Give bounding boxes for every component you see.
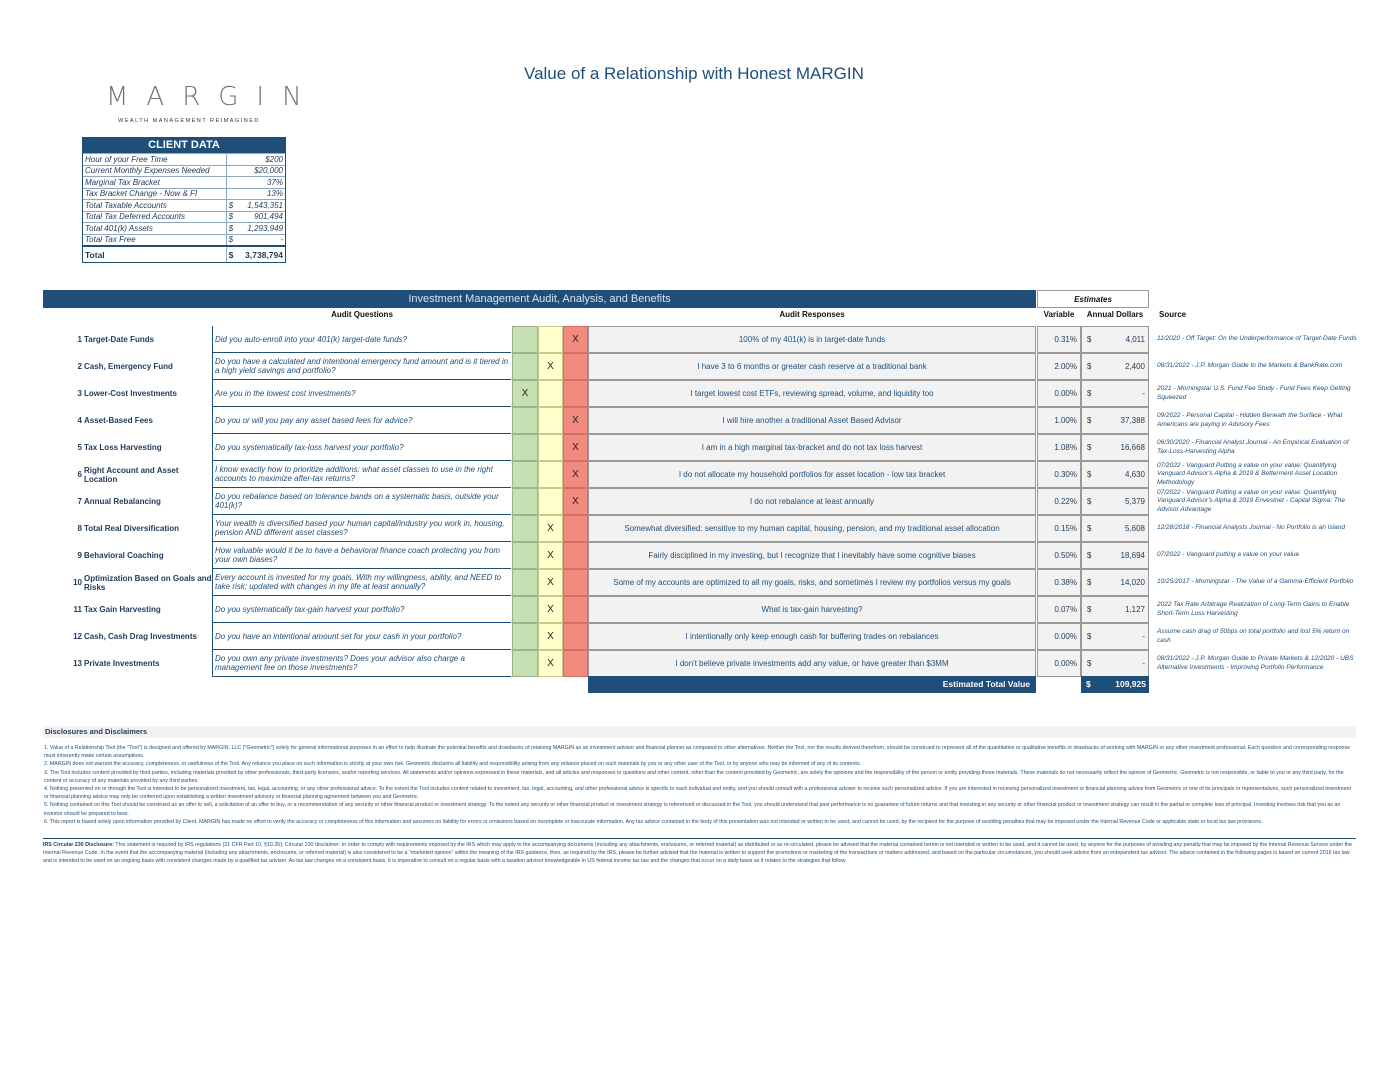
response-fair-cell: X <box>538 515 563 542</box>
dollar-sign: $ <box>1087 578 1092 587</box>
audit-row <box>60 650 1360 677</box>
annual-dollars <box>1081 515 1149 542</box>
response-good-cell <box>512 623 538 650</box>
response-good-cell <box>512 569 538 596</box>
audit-response: I do not rebalance at least annually <box>588 488 1036 515</box>
source-citation: 07/2022 - Vanguard Putting a value on your value: Quantifying Vanguard Advisor's Alpha & 2019 Envestnet - Capital Sigma: The Advisor Advantage <box>1157 488 1346 513</box>
client-row-value: 901,494 <box>239 211 285 223</box>
audit-response: I don't believe private investments add any value, or have greater than $3MM <box>588 650 1036 677</box>
response-poor-cell <box>563 353 588 380</box>
client-row-value: - <box>239 234 285 246</box>
response-good-cell <box>512 407 538 434</box>
variable-pct: 1.08% <box>1037 434 1081 461</box>
audit-response: I intentionally only keep enough cash for buffering trades on rebalances <box>588 623 1036 650</box>
row-category: Lower-Cost Investments <box>84 389 177 398</box>
disclosure-item: 4. Nothing presented on or through the Tool is intended to be personalized investment, tax, legal, accounting, or any other professional advice. To the extent the Tool includes content related to investment, tax, legal, accounting, and other professional advice is specific to each individual and entity, and you should consult with a professional adviser to receive such personalized advice. If you are interested in receiving personalized investment or financial planning advice from Geometric or one of its principals or representatives, such personalized investment or financial planning advice may only be conferred upon establishing a written investment advisory or financial planning agreement between you and Geometric. <box>44 786 1351 801</box>
client-row-value: 1,543,351 <box>239 200 285 212</box>
client-total-row <box>83 246 285 262</box>
audit-responses-header: Audit Responses <box>779 310 845 319</box>
client-row-label: Hour of your Free Time <box>83 154 226 166</box>
audit-response: What is tax-gain harvesting? <box>588 596 1036 623</box>
row-number: 6 <box>77 470 82 479</box>
dollar-sign: $ <box>1087 605 1092 614</box>
dollar-sign: $ <box>1087 443 1092 452</box>
source-citation: 09/2022 - Personal Capital - Hidden Beneath the Surface - What Americans are paying in Advisory Fees <box>1157 412 1343 428</box>
variable-pct: 0.15% <box>1037 515 1081 542</box>
row-category: Right Account and Asset Location <box>84 465 179 484</box>
client-row-currency <box>226 188 239 200</box>
audit-row <box>60 515 1360 542</box>
audit-question: Do you have a calculated and intentional emergency fund amount and is it tiered in a high yield savings and portfolio? <box>212 353 511 380</box>
audit-response: Some of my accounts are optimized to all my goals, risks, and sometimes I review my portfolios versus my goals <box>588 569 1036 596</box>
audit-question: Do you rebalance based on tolerance bands on a systematic basis, outside your 401(k)? <box>212 488 511 515</box>
annual-dollars <box>1081 380 1149 407</box>
audit-row <box>60 407 1360 434</box>
source-citation: 07/2022 - Vanguard putting a value on your value <box>1157 551 1300 559</box>
audit-response: I target lowest cost ETFs, reviewing spread, volume, and liquidity too <box>588 380 1036 407</box>
variable-pct: 0.07% <box>1037 596 1081 623</box>
dollar-amount: - <box>1142 632 1145 641</box>
irs-label: IRS Circular 230 Disclosure: <box>43 842 114 848</box>
disclosure-item: 3. The Tool includes content provided by third parties, including materials provided by other professionals, third-party licensors, and/or reporting services. All statements and/or opinions expressed in these materials, and all articles and responses to questions and other content, other than the content provided by Geometric, are solely the opinions and the responsibility of the person or entity providing those materials. These materials do not necessarily reflect the opinion of Geometric. Geometric is not responsible, or liable to you or any third party, for the content or accuracy of any materials provided by any third parties. <box>44 769 1344 784</box>
dollar-amount: 37,388 <box>1120 416 1145 425</box>
annual-dollars <box>1081 542 1149 569</box>
audit-response: Fairly disciplined in my investing, but I recognize that I inevitably have some cognitive biases <box>588 542 1036 569</box>
audit-banner: Investment Management Audit, Analysis, and Benefits <box>43 290 1036 308</box>
response-fair-cell <box>538 488 563 515</box>
row-number: 7 <box>77 497 82 506</box>
dollar-sign: $ <box>1087 497 1092 506</box>
row-number: 8 <box>77 524 82 533</box>
response-good-cell: X <box>512 380 538 407</box>
annual-dollars <box>1081 326 1149 353</box>
variable-pct: 0.31% <box>1037 326 1081 353</box>
response-good-cell <box>512 326 538 353</box>
dollar-amount: 5,608 <box>1124 524 1145 533</box>
annual-dollars <box>1081 623 1149 650</box>
audit-question: Every account is invested for my goals. With my willingness, ability, and NEED to take risk; updated with changes in my life at least annually? <box>212 569 511 596</box>
dollar-amount: 4,011 <box>1125 335 1145 344</box>
disclosure-item: 5. Nothing contained on this Tool should be construed as an offer to sell, a solicitation of an offer to buy, or a recommendation of any security or other financial product or investment strategy. To the extent any security or other financial product or investment strategy is referenced or discussed in the Tool, you should understand that past performance is no guarantee of future returns and that investing in any security or other financial product or investment strategy can result in the partial or complete loss of principal. Investing involves risk that you as an investor should be prepared to bear. <box>44 802 1341 817</box>
response-poor-cell <box>563 515 588 542</box>
audit-response: I am in a high marginal tax-bracket and do not tax loss harvest <box>588 434 1036 461</box>
audit-row <box>60 488 1360 515</box>
estimated-total-value <box>1081 676 1149 693</box>
disclosure-item: 1. Value of a Relationship Tool (the "Tool") is designed and offered by MARGIN, LLC ("Geometric") solely for general informational purposes in an effort to help illustrate the potential benefits and drawbacks of retaining MARGIN as an investment adviser and financial planner as compared to other alternatives. Neither the Tool, nor the results derived therefrom, should be construed to represent all of the quantitative or qualitative benefits or drawbacks of working with MARGIN or any other investment professional. Each question and corresponding response must inherently make certain assumptions. <box>44 745 1351 760</box>
client-row-value: 13% <box>239 188 285 200</box>
client-row-value: 37% <box>239 177 285 189</box>
audit-row <box>60 569 1360 596</box>
annual-dollars-header: Annual Dollars <box>1086 310 1144 319</box>
row-category: Target-Date Funds <box>84 335 155 344</box>
dollar-amount: 1,127 <box>1124 605 1145 614</box>
response-poor-cell: X <box>563 326 588 353</box>
audit-row <box>60 326 1360 353</box>
audit-question: How valuable would it be to have a behavioral finance coach protecting you from your own biases? <box>212 542 511 569</box>
audit-row <box>60 380 1360 407</box>
source-citation: Assume cash drag of 50bps on total portfolio and lost 5% return on cash <box>1157 628 1350 644</box>
dollar-sign: $ <box>1087 659 1092 668</box>
audit-question: Did you auto-enroll into your 401(k) target-date funds? <box>212 326 511 353</box>
audit-row <box>60 461 1360 488</box>
response-fair-cell: X <box>538 596 563 623</box>
annual-dollars <box>1081 407 1149 434</box>
client-data-row <box>83 234 285 246</box>
annual-dollars <box>1081 353 1149 380</box>
dollar-amount: 14,020 <box>1120 578 1145 587</box>
audit-row <box>60 542 1360 569</box>
client-row-currency: $ <box>226 200 239 212</box>
client-row-value: $200 <box>239 154 285 166</box>
row-number: 2 <box>77 362 82 371</box>
client-data-row <box>83 154 285 166</box>
variable-pct: 0.00% <box>1037 380 1081 407</box>
audit-response: I have 3 to 6 months or greater cash reserve at a traditional bank <box>588 353 1036 380</box>
row-category: Total Real Diversification <box>84 524 179 533</box>
audit-row <box>60 623 1360 650</box>
response-fair-cell <box>538 380 563 407</box>
dollar-amount: - <box>1142 659 1145 668</box>
dollar-sign: $ <box>1087 551 1092 560</box>
client-data-rows <box>83 153 285 262</box>
source-citation: 10/25/2017 - Morningstar - The Value of a Gamma-Efficient Portfolio <box>1157 578 1354 586</box>
client-data-row <box>83 211 285 223</box>
row-number: 5 <box>77 443 82 452</box>
audit-questions-header: Audit Questions <box>331 310 393 319</box>
dollar-amount: 18,694 <box>1120 551 1145 560</box>
source-citation: 06/30/2020 - Financial Analyst Journal - An Empirical Evaluation of Tax-Loss-Harvesting Alpha <box>1157 439 1349 455</box>
dollar-sign: $ <box>1087 362 1092 371</box>
client-data-heading: CLIENT DATA <box>83 138 285 153</box>
client-row-value: $20,000 <box>239 165 285 177</box>
variable-pct: 2.00% <box>1037 353 1081 380</box>
row-category: Behavioral Coaching <box>84 551 164 560</box>
client-row-currency <box>226 154 239 166</box>
response-fair-cell <box>538 434 563 461</box>
response-good-cell <box>512 650 538 677</box>
row-number: 9 <box>77 551 82 560</box>
response-fair-cell <box>538 326 563 353</box>
margin-logo <box>96 82 320 124</box>
response-poor-cell: X <box>563 434 588 461</box>
variable-pct: 0.00% <box>1037 623 1081 650</box>
response-good-cell <box>512 488 538 515</box>
client-data-row <box>83 188 285 200</box>
audit-question: Do you or will you pay any asset based fees for advice? <box>212 407 511 434</box>
response-good-cell <box>512 461 538 488</box>
client-data-row <box>83 200 285 212</box>
dollar-amount: - <box>1142 389 1145 398</box>
dollar-sign: $ <box>1087 416 1092 425</box>
annual-dollars <box>1081 434 1149 461</box>
dollar-amount: 2,400 <box>1124 362 1145 371</box>
dollar-amount: 5,379 <box>1124 497 1145 506</box>
response-poor-cell: X <box>563 461 588 488</box>
annual-dollars <box>1081 461 1149 488</box>
dollar-amount: 4,630 <box>1124 470 1145 479</box>
client-row-value: 1,293,949 <box>239 223 285 235</box>
row-category: Annual Rebalancing <box>84 497 161 506</box>
row-number: 13 <box>73 659 82 668</box>
row-category: Private Investments <box>84 659 160 668</box>
row-category: Cash, Cash Drag Investments <box>84 632 197 641</box>
dollar-amount: 16,668 <box>1120 443 1145 452</box>
dollar-sign: $ <box>1087 335 1092 344</box>
audit-row <box>60 353 1360 380</box>
response-good-cell <box>512 353 538 380</box>
client-row-currency: $ <box>226 223 239 235</box>
response-poor-cell <box>563 380 588 407</box>
response-poor-cell: X <box>563 407 588 434</box>
dollar-sign: $ <box>1087 524 1092 533</box>
source-header: Source <box>1159 310 1187 319</box>
total-currency: $ <box>1086 679 1091 689</box>
total-amount: 109,925 <box>1115 679 1146 689</box>
row-number: 3 <box>77 389 82 398</box>
audit-question: Your wealth is diversified based your human capital/industry you work in, housing, pension AND different asset classes? <box>212 515 511 542</box>
audit-response: 100% of my 401(k) is in target-date funds <box>588 326 1036 353</box>
client-row-currency: $ <box>226 246 239 262</box>
row-number: 1 <box>77 335 82 344</box>
source-citation: 2022 Tax Rate Arbitrage Realization of Long-Term Gains to Enable Short-Term Loss Harvesting <box>1157 601 1350 617</box>
client-data-row <box>83 165 285 177</box>
source-citation: 08/31/2022 - J.P. Morgan Guide to the Markets & BankRate.com <box>1157 362 1343 370</box>
client-row-label: Total <box>83 246 226 262</box>
row-category: Optimization Based on Goals and Risks <box>84 573 212 592</box>
variable-pct: 1.00% <box>1037 407 1081 434</box>
client-row-currency: $ <box>226 211 239 223</box>
row-category: Tax Gain Harvesting <box>84 605 161 614</box>
audit-response: I do not allocate my household portfolios for asset location - low tax bracket <box>588 461 1036 488</box>
row-number: 10 <box>73 578 82 587</box>
response-poor-cell: X <box>563 488 588 515</box>
response-fair-cell <box>538 407 563 434</box>
audit-question: Do you systematically tax-gain harvest your portfolio? <box>212 596 511 623</box>
response-fair-cell: X <box>538 353 563 380</box>
response-fair-cell: X <box>538 542 563 569</box>
response-poor-cell <box>563 569 588 596</box>
client-data-row <box>83 223 285 235</box>
client-row-value: 3,738,794 <box>239 246 285 262</box>
disclosure-item: 6. This report is based solely upon information provided by Client. MARGIN has made no effort to verify the accuracy or completeness of this information and assumes no liability for errors or omissions based on incomplete or inaccurate information. Any tax advice contained in the body of this presentation was not intended or written to be used, and cannot be used, by the recipient for the purpose of avoiding penalties that may be imposed under the Internal Revenue Code or applicable state or local tax law provisions. <box>44 818 1263 825</box>
client-row-label: Total Tax Free <box>83 234 226 246</box>
row-category: Cash, Emergency Fund <box>84 362 173 371</box>
client-row-label: Current Monthly Expenses Needed <box>83 165 226 177</box>
response-fair-cell: X <box>538 623 563 650</box>
dollar-sign: $ <box>1087 632 1092 641</box>
annual-dollars <box>1081 488 1149 515</box>
response-fair-cell <box>538 461 563 488</box>
audit-row <box>60 434 1360 461</box>
disclosure-item: 2. MARGIN does not warrant the accuracy, completeness, or usefulness of the Tool. Any reliance you place on such information is strictly at your own risk. Geometric disclaims all liability and responsibility arising from any reliance placed on such materials by you or any other user of the Tool, or by anyone who may be informed of any of its contents. <box>44 761 861 768</box>
logo-tagline: WEALTH MANAGEMENT REIMAGINED <box>118 118 260 124</box>
client-row-label: Total Taxable Accounts <box>83 200 226 212</box>
response-fair-cell: X <box>538 569 563 596</box>
audit-response: I will hire another a traditional Asset Based Advisor <box>588 407 1036 434</box>
variable-pct: 0.00% <box>1037 650 1081 677</box>
response-poor-cell <box>563 623 588 650</box>
variable-pct: 0.30% <box>1037 461 1081 488</box>
page-title: Value of a Relationship with Honest MARGIN <box>524 64 864 83</box>
audit-question: I know exactly how to prioritize additions: what asset classes to use in the right accounts to maximize after-tax returns? <box>212 461 511 488</box>
client-data-table <box>82 137 286 263</box>
audit-response: Somewhat diversified: sensitive to my human capital, housing, pension, and my traditional asset allocation <box>588 515 1036 542</box>
estimates-header: Estimates <box>1037 290 1149 308</box>
client-row-label: Tax Bracket Change - Now & FI <box>83 188 226 200</box>
audit-question: Do you systematically tax-loss harvest your portfolio? <box>212 434 511 461</box>
annual-dollars <box>1081 650 1149 677</box>
response-poor-cell <box>563 596 588 623</box>
irs-disclosure <box>43 838 1356 866</box>
annual-dollars <box>1081 596 1149 623</box>
row-category: Tax Loss Harvesting <box>84 443 162 452</box>
audit-row <box>60 596 1360 623</box>
source-citation: 2021 - Morningstar U.S. Fund Fee Study - Fund Fees Keep Getting Squeezed <box>1157 385 1351 401</box>
client-row-label: Marginal Tax Bracket <box>83 177 226 189</box>
row-category: Asset-Based Fees <box>84 416 153 425</box>
row-number: 11 <box>73 605 82 614</box>
client-data-row <box>83 177 285 189</box>
dollar-sign: $ <box>1087 389 1092 398</box>
logo-mark: MARGIN <box>106 82 320 112</box>
response-poor-cell <box>563 542 588 569</box>
audit-question: Do you own any private investments? Does your advisor also charge a management fee on those investments? <box>212 650 511 677</box>
disclosures-heading: Disclosures and Disclaimers <box>43 726 1356 738</box>
client-row-currency: $ <box>226 234 239 246</box>
response-poor-cell <box>563 650 588 677</box>
variable-pct: 0.22% <box>1037 488 1081 515</box>
source-citation: 12/28/2018 - Financial Analysts Journal - No Portfolio is an Island <box>1157 524 1345 532</box>
response-good-cell <box>512 515 538 542</box>
client-row-currency <box>226 165 239 177</box>
variable-header: Variable <box>1043 310 1075 319</box>
dollar-sign: $ <box>1087 470 1092 479</box>
row-number: 4 <box>77 416 82 425</box>
response-good-cell <box>512 542 538 569</box>
client-row-currency <box>226 177 239 189</box>
response-fair-cell: X <box>538 650 563 677</box>
audit-question: Are you in the lowest cost investments? <box>212 380 511 407</box>
row-number: 12 <box>73 632 82 641</box>
irs-text: This statement is required by IRS regulations (31 CFR Part 10, §10.35); Circular 230 disclaimer: In order to comply with requirements imposed by the IRS which may apply to the accompanying documents (including any attachments, enclosures, or referred material) as distributed or as re-circulated, please be advised that the material contained herein is not intended or written to be used, and it cannot be used, by anyone for the purposes of avoiding any penalty that may be imposed by the Internal Revenue Service under the Internal Revenue Code. In the event that the accompanying material (including any attachments, enclosures, or referred material) is also considered to be a "marketed opinion" within the meaning of the IRS guidance, then, as required by the IRS, please be further advised that the material is written to support the promotions or marketing of the transactions or matters addressed, and based on the particular circumstances, you should seek advice from an independent tax advisor. The advice contained in the following pages is based on current 2016 tax law and is intended to be used on an ongoing basis with consistent changes made by a qualified tax adviser. As tax law changes on a consistent basis, it is imperative to consult on a regular basis with a taxation advisor knowledgeable in US federal income tax law and the changes that occur on a daily basis as it relates to the strategies that follow. <box>43 842 1352 865</box>
client-row-label: Total 401(k) Assets <box>83 223 226 235</box>
source-citation: 08/31/2022 - J.P. Morgan Guide to Private Markets & 12/2020 - UBS Alternative Investments - Improving Portfolio Performance <box>1157 655 1354 671</box>
source-citation: 07/2022 - Vanguard Putting a value on your value: Quantifying Vanguard Advisor's Alpha & 2019 & Betterment Asset Location Methodology <box>1157 461 1338 486</box>
response-good-cell <box>512 596 538 623</box>
disclosures-list <box>44 744 1356 826</box>
variable-pct: 0.50% <box>1037 542 1081 569</box>
source-citation: 11/2020 - Off Target: On the Underperformance of Target-Date Funds <box>1157 335 1357 343</box>
client-row-label: Total Tax Deferred Accounts <box>83 211 226 223</box>
annual-dollars <box>1081 569 1149 596</box>
response-good-cell <box>512 434 538 461</box>
audit-question: Do you have an intentional amount set for your cash in your portfolio? <box>212 623 511 650</box>
variable-pct: 0.38% <box>1037 569 1081 596</box>
estimated-total-label: Estimated Total Value <box>588 676 1036 693</box>
